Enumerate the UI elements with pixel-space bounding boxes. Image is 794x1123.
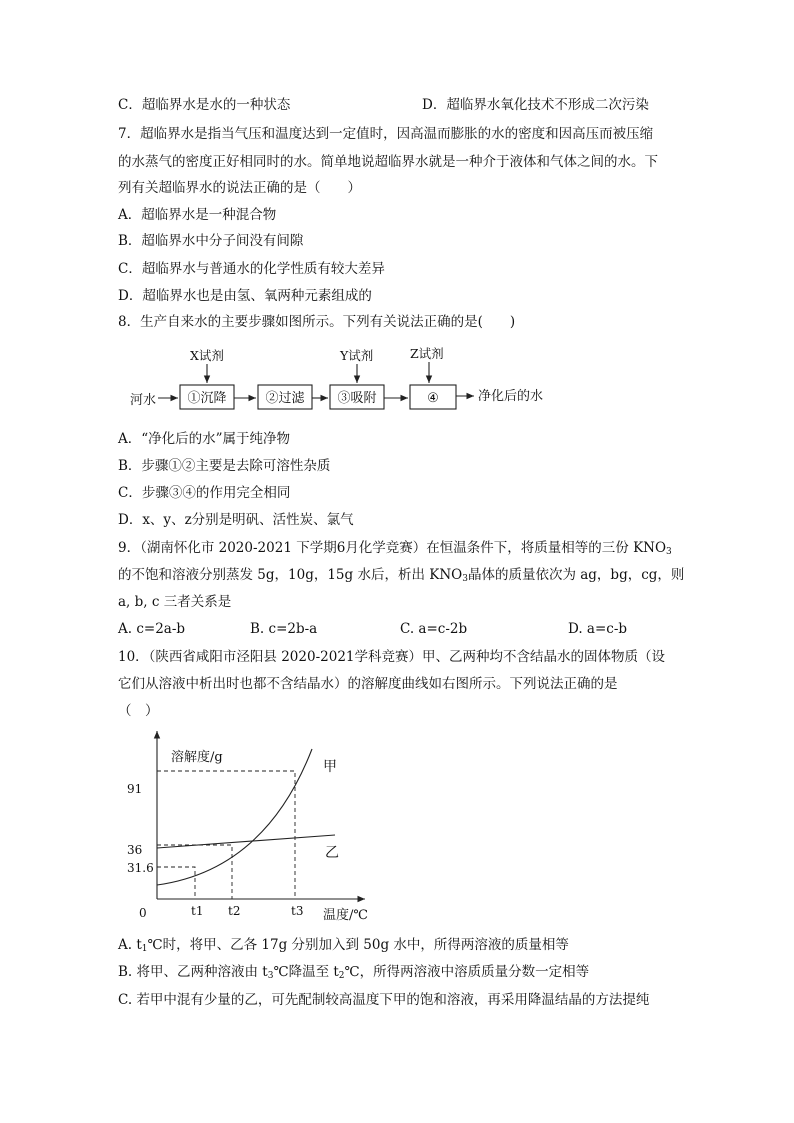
- q9-option-c: C. a=c-2b: [400, 621, 468, 637]
- q9-option-b: B. c=2b-a: [250, 621, 318, 637]
- q9-kno3-subscript-2: 3: [462, 574, 468, 584]
- flow-step-2-label: ②过滤: [265, 391, 305, 406]
- flow-step-4-label: ④: [427, 391, 439, 406]
- q6-option-d: D．超临界水氧化技术不形成二次污染: [422, 97, 649, 113]
- q8-option-a: A．“净化后的水”属于纯净物: [118, 431, 291, 447]
- q9-kno3-subscript-1: 3: [666, 547, 672, 557]
- q7-stem-line2: 的水蒸气的密度正好相同时的水。简单地说超临界水就是一种介于液体和气体之间的水。下: [118, 154, 658, 170]
- flow-step-3-label: ③吸附: [337, 391, 377, 406]
- q9-options: [118, 620, 678, 638]
- q10-stem-line3: （ ）: [118, 703, 159, 719]
- q7-option-d: D．超临界水也是由氢、氧两种元素组成的: [118, 288, 372, 304]
- q10-option-c: C. 若甲中混有少量的乙，可先配制较高温度下甲的饱和溶液，再采用降温结晶的方法提纯: [118, 992, 650, 1008]
- q7-option-b: B．超临界水中分子间没有间隙: [118, 233, 304, 249]
- xtick-t1: t1: [191, 904, 204, 918]
- y-axis-label: 溶解度/g: [171, 750, 223, 765]
- reagent-z-label: Z试剂: [410, 346, 444, 361]
- q7-option-a: A．超临界水是一种混合物: [118, 207, 277, 223]
- curve-jia-label: 甲: [323, 759, 337, 775]
- ytick-31-6: 31.6: [127, 861, 154, 875]
- flow-step-1-label: ①沉降: [187, 391, 227, 406]
- q6-options-cd: [118, 96, 678, 114]
- q8-option-c: C．步骤③④的作用完全相同: [118, 485, 291, 501]
- q8-option-d: D．x、y、z分别是明矾、活性炭、氯气: [118, 512, 354, 528]
- q7-option-c: C．超临界水与普通水的化学性质有较大差异: [118, 261, 385, 277]
- t3-guide-lines: [157, 771, 295, 899]
- q8-option-b: B．步骤①②主要是去除可溶性杂质: [118, 458, 331, 474]
- q7-stem-line1: 7．超临界水是指当气压和温度达到一定值时，因高温而膨胀的水的密度和因高压而被压缩: [118, 126, 654, 142]
- q10-stem-line1: 10．（陕西省咸阳市泾阳县 2020-2021学科竞赛）甲、乙两种均不含结晶水的固体物质（设: [118, 649, 665, 665]
- t2-guide-lines: [157, 845, 232, 899]
- q8-stem: 8．生产自来水的主要步骤如图所示。下列有关说法正确的是( ): [118, 314, 516, 330]
- x-axis-label: 温度/℃: [323, 908, 368, 923]
- q9-stem-line2: 的不饱和溶液分别蒸发 5g，10g，15g 水后，析出 $KNO_3$晶体的质量依次为 ag，bg，cg，则: [118, 567, 685, 584]
- xtick-t2: t2: [228, 904, 241, 918]
- q9-stem-line3: a, b, c 三者关系是: [118, 594, 232, 610]
- ytick-36: 36: [127, 843, 143, 857]
- q9-option-a: A. c=2a-b: [118, 621, 186, 637]
- q6-option-c: C．超临界水是水的一种状态: [118, 97, 291, 113]
- q9-option-d: D. a=c-b: [568, 621, 628, 637]
- origin-label: 0: [139, 906, 147, 920]
- curve-yi-label: 乙: [325, 845, 339, 861]
- q10-option-a: A. $t_1℃$时，将甲、乙各 17g 分别加入到 50g 水中，所得两溶液的质量相等: [118, 937, 569, 954]
- q10-stem-line2: 它们从溶液中析出时也都不含结晶水）的溶解度曲线如右图所示。下列说法正确的是: [118, 676, 618, 692]
- water-treatment-flowchart: [120, 340, 560, 418]
- flow-output-label: 净化后的水: [478, 389, 544, 404]
- xtick-t3: t3: [291, 904, 304, 918]
- reagent-x-label: X试剂: [190, 348, 224, 363]
- q7-stem-line3: 列有关超临界水的说法正确的是（ ）: [118, 180, 361, 196]
- flow-input-label: 河水: [130, 393, 157, 408]
- t1-guide-lines: [157, 867, 195, 899]
- ytick-91: 91: [127, 782, 143, 796]
- q9-stem-line1: 9．（湖南怀化市 2020-2021 下学期6月化学竞赛）在恒温条件下，将质量相等的三份 $KNO_3$: [118, 540, 672, 557]
- reagent-y-label: Y试剂: [340, 348, 374, 363]
- curve-jia: [157, 749, 312, 885]
- solubility-curve-graph: [125, 725, 385, 925]
- q10-option-b: B. 将甲、乙两种溶液由 $t_3℃$降温至 $t_2℃$，所得两溶液中溶质质量分数一定相等: [118, 964, 590, 981]
